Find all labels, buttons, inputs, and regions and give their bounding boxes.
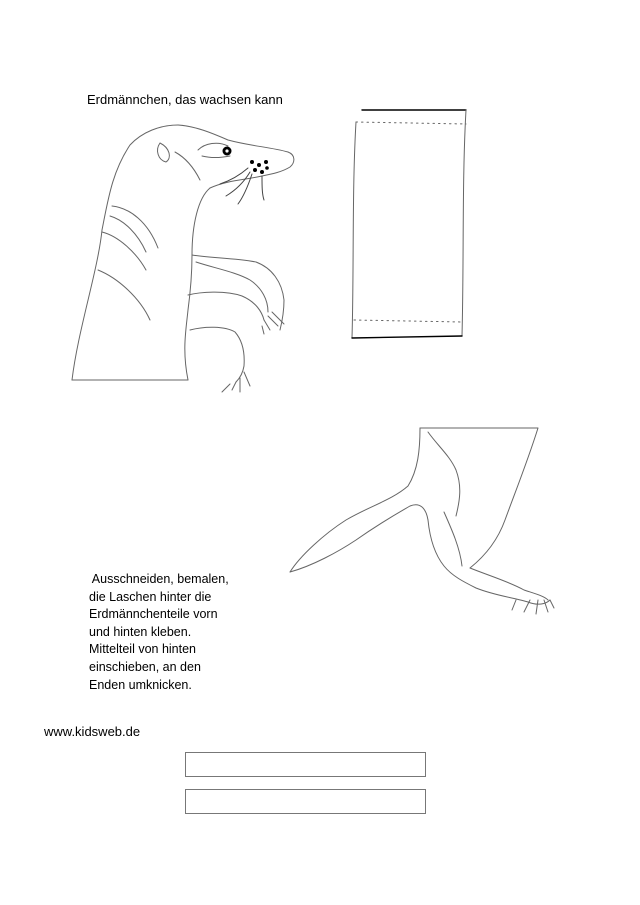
middle-strip-cutout: [352, 110, 466, 338]
tab-strip-cutout: [185, 752, 426, 777]
instruction-line: Enden umknicken.: [89, 677, 192, 692]
instruction-line: und hinten kleben.: [89, 624, 192, 639]
instruction-line: Mittelteil von hinten: [89, 642, 197, 657]
instruction-line: Erdmännchenteile vorn: [89, 607, 218, 622]
meerkat-back-outline: [290, 428, 554, 614]
instructions-text: [89, 571, 229, 694]
worksheet-title: Erdmännchen, das wachsen kann: [87, 92, 283, 107]
instruction-line: die Laschen hinter die: [89, 589, 212, 604]
instruction-line: Ausschneiden, bemalen,: [89, 572, 229, 586]
tab-strip-cutout: [185, 789, 426, 814]
website-link[interactable]: www.kidsweb.de: [44, 724, 141, 739]
meerkat-whiskers: [220, 168, 264, 204]
instruction-line: einschieben, an den: [89, 659, 201, 674]
